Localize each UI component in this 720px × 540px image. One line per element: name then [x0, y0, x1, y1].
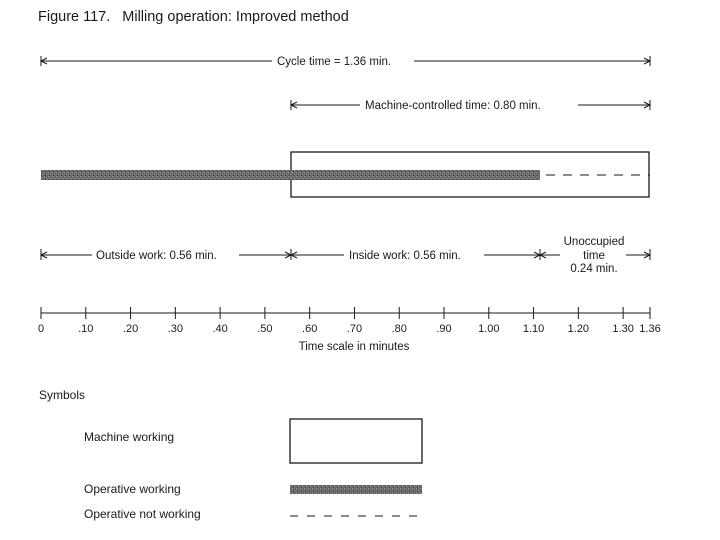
- unoccupied-label-line2: time: [583, 250, 605, 262]
- symbols-heading: Symbols: [39, 388, 86, 402]
- axis-tick-label: .50: [257, 323, 273, 335]
- axis-tick-label: .80: [391, 323, 407, 335]
- legend-operative-working-label: Operative working: [84, 482, 181, 496]
- figure-number: Figure 117.: [38, 9, 111, 25]
- axis-tick-label: 1.36: [639, 323, 661, 335]
- inside-work-label: Inside work: 0.56 min.: [349, 250, 461, 262]
- axis-tick-label: .90: [436, 323, 452, 335]
- axis-tick-label: .60: [302, 323, 318, 335]
- machine-controlled-label: Machine-controlled time: 0.80 min.: [365, 100, 541, 112]
- figure-caption: Milling operation: Improved method: [122, 9, 349, 25]
- axis-tick-label: .20: [122, 323, 139, 335]
- axis-tick-label: .10: [78, 323, 94, 335]
- axis-tick-label: 1.10: [522, 323, 545, 335]
- axis-tick-label: 0: [37, 323, 45, 335]
- unoccupied-label-line3: 0.24 min.: [570, 263, 618, 275]
- operative-working-bar: [41, 170, 540, 180]
- legend-machine-working-swatch: [290, 419, 422, 463]
- outside-work-label: Outside work: 0.56 min.: [96, 250, 217, 262]
- legend-operative-not-working-label: Operative not working: [84, 507, 201, 521]
- time-axis-ticks: [38, 307, 661, 335]
- axis-tick-label: 1.20: [567, 323, 590, 335]
- axis-tick-label: 1.00: [478, 323, 500, 335]
- axis-tick-label: 1.30: [612, 323, 634, 335]
- axis-tick-label: .30: [167, 323, 183, 335]
- axis-tick-label: .40: [212, 323, 228, 335]
- axis-tick-label: .70: [346, 323, 363, 335]
- unoccupied-label-line1: Unoccupied: [563, 236, 625, 248]
- cycle-time-label: Cycle time = 1.36 min.: [277, 56, 392, 68]
- legend-operative-working-swatch: [290, 485, 422, 494]
- time-axis-title: Time scale in minutes: [298, 341, 410, 353]
- legend-machine-working-label: Machine working: [84, 430, 175, 444]
